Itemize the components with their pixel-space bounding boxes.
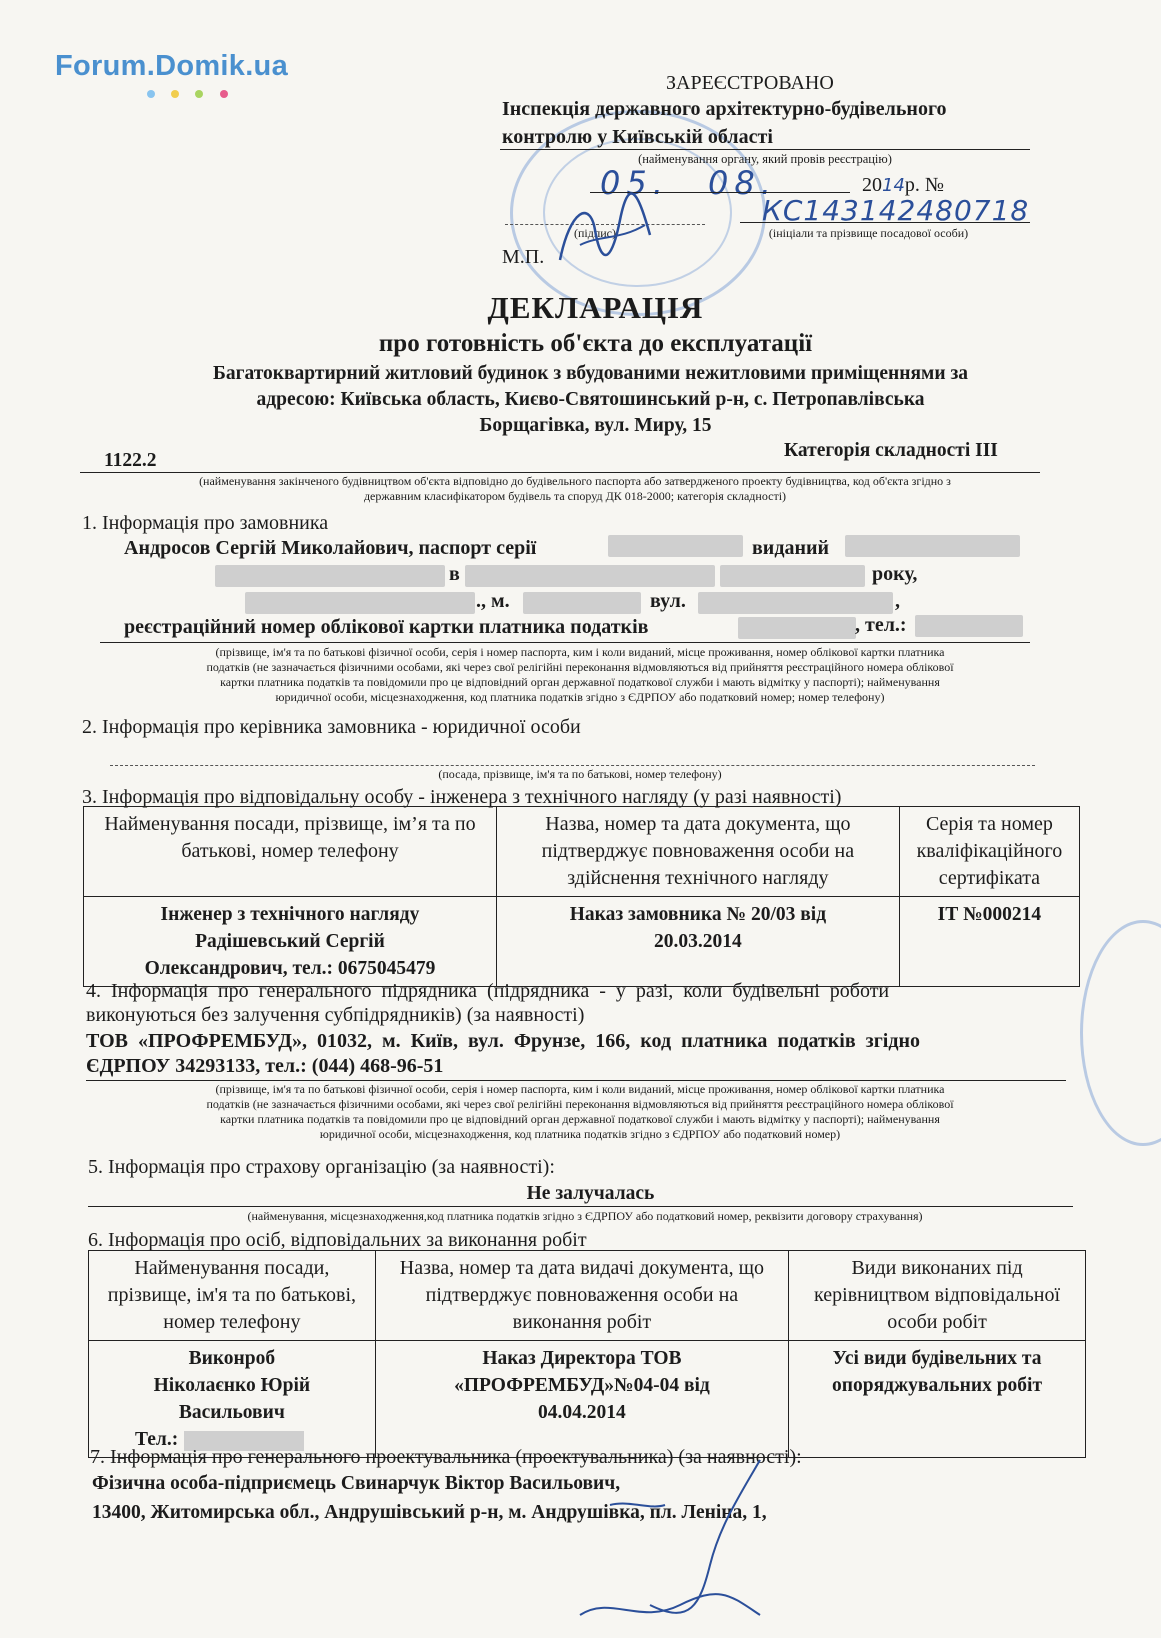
official-seal-icon [1080,920,1161,1146]
object-code: 1122.2 [104,450,157,471]
official-caption: (ініціали та прізвище посадової особи) [768,226,969,240]
registration-number: КС143142480718 [762,194,1030,227]
designer-line2: 13400, Житомирська обл., Андрушівський р-н, м. Андрушівка, пл. Леніна, 1, [92,1502,767,1523]
signature-icon [550,190,660,280]
signature-icon [570,1455,770,1635]
object-line3: Борщагівка, вул. Миру, 15 [479,415,712,436]
redacted-field [215,565,445,587]
issued-label: виданий [752,537,830,559]
city-label: ., м. [476,590,510,612]
complexity-category: Категорія складності ІІІ [784,440,998,461]
contractor-line1: ТОВ «ПРОФРЕМБУД», 01032, м. Київ, вул. Фрунзе, 166, код платника податків згідно [86,1030,920,1052]
customer-caption: (прізвище, ім'я та по батькові фізичної особи, серія і номер паспорта, ким і коли виданий, місце проживання, номер облікової картки платника податків (не зазначається фізичними особами, які через свої релігійні переконання відмовляються від прийняття реєстраційного номера облікової картки платника податків та повідомили про це відповідний орган державної податкової служби і мають відмітку у паспорті); найменування юридичної особи, місцезнаходження, код платника податків згідно з ЄДРПОУ або податковий номер; номер телефону) [206,645,954,704]
inspection-name-line1: Інспекція державного архітектурно-будівельного [502,98,947,120]
watermark-logo: Forum.Domik.ua [55,50,288,82]
seal-label: М.П. [502,246,545,268]
registration-month: 08. [708,164,777,202]
object-line1: Багатоквартирний житловий будинок з вбудованими нежитловими приміщеннями за [212,363,969,384]
redacted-field [245,592,475,614]
watermark-dot [220,90,228,98]
col-header-document: Назва, номер та дата видачі документа, що підтверджує повноваження особи на виконання робіт [375,1251,788,1341]
col-header-person: Найменування посади, прізвище, ім'я та по батькові, номер телефону [89,1251,376,1341]
redacted-field [523,592,641,614]
redacted-field [608,535,743,557]
contractor-caption: (прізвище, ім'я та по батькові фізичної особи, серія і номер паспорта, ким і коли виданий, місце проживання, номер облікової картки платника податків (не зазначається фізичними особами, які через свої релігійні переконання відмовляються від прийняття реєстраційного номера облікової картки платника податків та повідомили про це відповідний орган державної податкової служби і мають відмітку у паспорті); найменування юридичної особи, місцезнаходження, код платника податків згідно з ЄДРПОУ або податковий номер) [206,1082,954,1141]
col-header-certificate: Серія та номер кваліфікаційного сертифіката [899,807,1079,897]
section5-heading: 5. Інформація про страхову організацію (за наявності): [88,1156,555,1178]
customer-name: Андросов Сергій Миколайович, паспорт серії [124,537,537,559]
col-header-works: Види виконаних під керівництвом відповідальної особи робіт [789,1251,1086,1341]
col-header-person: Найменування посади, прізвище, ім’я та по батькові, номер телефону [84,807,497,897]
phone-label: , тел.: [855,614,907,636]
supervisor-document: Наказ замовника № 20/03 від 20.03.2014 [496,897,899,987]
designer-line1: Фізична особа-підприємець Свинарчук Віктор Васильович, [92,1473,621,1494]
inspection-name-line2: контролю у Київській області [502,126,773,148]
watermark-dot [171,90,179,98]
in-label: в [449,563,460,585]
watermark-dot [195,90,203,98]
object-caption: (найменування закінченого будівництвом об'єкта відповідно до будівельного паспорта або затвердженого проекту будівництва, код об'єкта згідно з державним класифікатором будівель та споруд ДК 018-2000; категорія складності) [199,474,951,503]
works-types: Усі види будівельних та опоряджувальних робіт [789,1341,1086,1458]
insurance-caption: (найменування, місцезнаходження,код платника податків згідно з ЄДРПОУ або податковий номер, реквізити договору страхування) [247,1209,923,1223]
section2-heading: 2. Інформація про керівника замовника - юридичної особи [82,716,581,738]
works-table [88,1250,1086,1458]
document-title: ДЕКЛАРАЦІЯ [487,290,704,325]
signature-caption: (підпис) [573,226,617,240]
tax-number-label: реєстраційний номер облікової картки платника податків [124,616,649,638]
organ-caption: (найменування органу, який провів реєстрацію) [638,152,892,166]
section2-caption: (посада, прізвище, ім'я та по батькові, номер телефону) [438,767,722,781]
supervisor-table [83,806,1080,987]
section1-heading: 1. Інформація про замовника [82,512,329,534]
object-line2: адресою: Київська область, Києво-Святошинський р-н, с. Петропавлівська [256,389,925,410]
street-label: вул. [650,590,686,612]
section4-heading-line2: виконуються без залучення субпідрядників) (за наявності) [86,1004,585,1026]
redacted-field [915,615,1023,637]
redacted-field [465,565,715,587]
year-label: року, [872,563,918,585]
watermark-dot [147,90,155,98]
document-subtitle: про готовність об'єкта до експлуатації [378,330,813,357]
comma-label: , [895,590,900,612]
redacted-field [698,592,893,614]
col-header-document: Назва, номер та дата документа, що підтверджує повноваження особи на здійснення технічного нагляду [496,807,899,897]
registered-label: ЗАРЕЄСТРОВАНО [666,72,834,94]
insurance-value: Не залучалась [526,1183,655,1204]
section6-heading: 6. Інформація про осіб, відповідальних за виконання робіт [88,1229,587,1251]
supervisor-certificate: ІТ №000214 [899,897,1079,987]
supervisor-person: Інженер з технічного нагляду Радішевський Сергій Олександрович, тел.: 0675045479 [84,897,497,987]
section3-heading: 3. Інформація про відповідальну особу - інженера з технічного нагляду (у разі наявності) [82,786,842,808]
works-document: Наказ Директора ТОВ «ПРОФРЕМБУД»№04-04 від 04.04.2014 [375,1341,788,1458]
redacted-field [845,535,1020,557]
contractor-line2: ЄДРПОУ 34293133, тел.: (044) 468-96-51 [86,1055,444,1077]
registration-day: 05. [600,164,669,202]
section7-heading: 7. Інформація про генерального проектувальника (проектувальника) (за наявності): [90,1446,802,1468]
works-person: Виконроб Ніколаєнко Юрій Васильович Тел.: [89,1341,376,1458]
redacted-field [738,617,856,639]
redacted-field [720,565,865,587]
registration-year: 2014р. № [862,174,944,196]
section4-heading-line1: 4. Інформація про генерального підрядника (підрядника - у разі, коли будівельні роботи [86,980,890,1002]
